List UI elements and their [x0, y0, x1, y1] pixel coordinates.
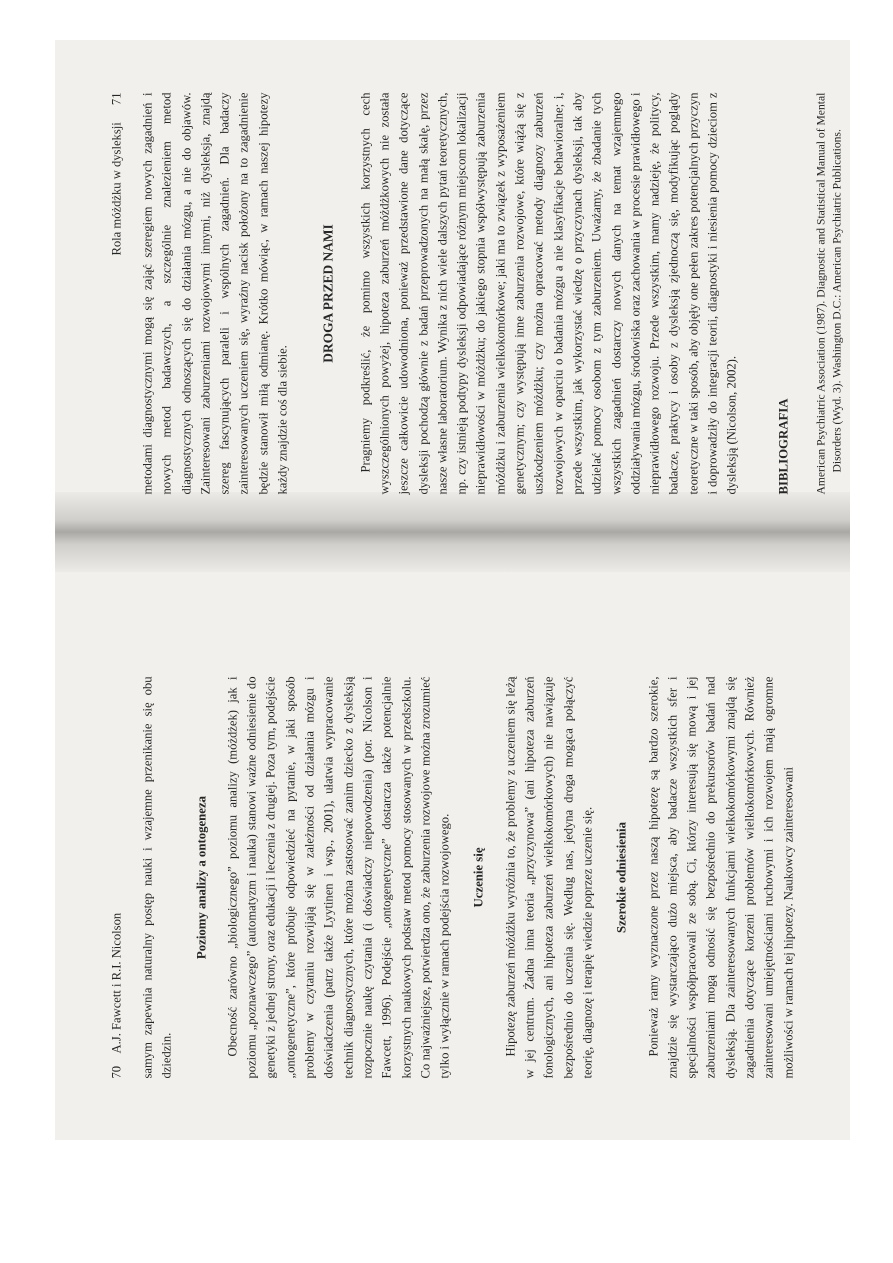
left-running-head: [107, 677, 126, 1079]
left-section3-paragraph: Ponieważ ramy wyznaczone przez naszą hipotezę są bardzo szerokie, znajdzie się wystarczająco dużo miejsca, aby badacze wszystkich sfer i specjalności współpracowali ze sobą. Ci, którzy interesują się mową i jej zaburzeniami mogą odnosić się bezpośrednio do prekursorów badań nad dysleksją. Dla zainteresowanych funkcjami wielkokomórkowymi znajdą się zagadnienia dotyczące korzeni problemów wielkokomórkowych. Również zainteresowani umiejętnościami ruchowymi i ich rozwojem mają ogromne możliwości w ramach tej hipotezy. Naukowcy zainteresowani: [645, 676, 795, 1079]
right-page-number: 71: [109, 92, 123, 106]
left-section2-paragraph: Hipotezę zaburzeń móżdżku wyróżnia to, że problemy z uczeniem się leżą w jej centrum. Żadna inna teoria „przyczynowa” (ani hipoteza zaburzeń fonologicznych, ani hipoteza zaburzeń wielkokomórkowych) nie nawiązuje bezpośrednio do uczenia się. Według nas, jedyna droga mogąca połączyć teorię, diagnozę i terapię wiedzie poprzez uczenie się.: [502, 676, 594, 1079]
rotated-spread: [55, 41, 850, 1141]
scanned-book-spread: [55, 40, 850, 1140]
left-section1-paragraph: Obecność zarówno „biologicznego” poziomu analizy (móżdżek) jak i poziomu „poznawczego” (automatyzm i nauka) stanowi ważne odniesienie do genetyki z jednej strony, oraz edukacji i leczenia z drugiej. Poza tym, podejście „ontogenetyczne”, które próbuje odpowiedzieć na pytanie, w jaki sposób problemy w czytaniu rozwijają się w zależności od działania mózgu i doświadczenia (patrz także Lyytinen i wsp., 2001), ułatwia wypracowanie technik diagnostycznych, które można zastosować zanim dziecko z dysleksją rozpocznie naukę czytania (i doświadczy niepowodzenia) (por. Nicolson i Fawcett, 1996). Podejście „ontogenetyczne” dostarcza także potencjalnie korzystnych naukowych podstaw metod pomocy stosowanych w przedszkolu. Co najważniejsze, potwierdza ono, że zaburzenia rozwojowe można zrozumieć tylko i wyłącznie w ramach podejścia rozwojowego.: [224, 676, 452, 1079]
left-opening-paragraph: samym zapewnia naturalny postęp nauki i wzajemne przenikanie się obu dziedzin.: [140, 676, 174, 1079]
right-page: [55, 49, 850, 549]
left-section2-heading: Uczenie się: [471, 847, 486, 908]
right-running-head-text: Rola móżdżku w dysleksji: [109, 122, 123, 256]
right-section-heading: DROGA PRZED NAMI: [320, 224, 336, 363]
right-section-paragraph: Pragniemy podkreślić, że pomimo wszystkich korzystnych cech wyszczególnionych powyżej, hipoteza zaburzeń móżdżkowych nie została jeszcze całkowicie udowodniona, ponieważ przedstawione dane dotyczące dysleksji pochodzą głównie z badań przeprowadzonych na małą skalę, przez nasze własne laboratorium. Wynika z nich wiele dalszych pytań teoretycznych, np. czy istnieją podtypy dysleksji odpowiadające różnym miejscom lokalizacji nieprawidłowości w móżdżku; do jakiego stopnia współwystępują zaburzenia móżdżku i zaburzenia wielkokomórkowe; jaki ma to związek z wyposażeniem genetycznym; czy występują inne zaburzenia rozwojowe, które wiążą się z uszkodzeniem móżdżku; czy można opracować metody diagnozy zaburzeń rozwojowych w oparciu o badania mózgu a nie klasyfikacje behawioralne; i, przede wszystkim, jak wykorzystać wiedzę o przyczynach dysleksji, tak aby udzielać pomocy osobom z tym zaburzeniem. Uważamy, że zbadanie tych wszystkich zagadnień dostarczy nowych danych na temat wzajemnego oddziaływania mózgu, środowiska oraz zachowania w procesie prawidłowego i nieprawidłowego rozwoju. Przede wszystkim, mamy nadzieję, że politycy, badacze, praktycy i osoby z dysleksją zjednoczą się, modyfikując poglądy teoretyczne w taki sposób, aby objęły one pełen zakres potencjalnych przyczyn i doprowadziły do integracji teorii, diagnostyki i niesienia pomocy dzieciom z dysleksją (Nicolson, 2002).: [357, 92, 739, 495]
left-page: [55, 633, 850, 1133]
left-section3-heading: Szerokie odniesienia: [614, 821, 629, 934]
left-page-number: 70: [109, 1065, 123, 1079]
left-section1-heading: Poziomy analizy a ontogeneza: [193, 795, 208, 960]
bibliography-entry: American Psychiatric Association (1987). Diagnostic and Statistical Manual of Mental Disorders (Wyd. 3). Washington D.C.: American Psychiatric Publications.: [813, 92, 843, 495]
left-running-head-text: A.J. Fawcett i R.I. Nicolson: [109, 912, 123, 1054]
bibliography-heading: BIBLIOGRAFIA: [775, 398, 790, 495]
right-opening-paragraph: metodami diagnostycznymi mogą się zająć szeregiem nowych zagadnień i nowych metod badawczych, a szczególnie znalezieniem metod diagnostycznych odnoszących się do działania mózgu, a nie do objawów. Zainteresowani zaburzeniami rozwojowymi innymi, niż dysleksja, znajdą szereg fascynujących paraleli i wspólnych zagadnień. Dla badaczy zainteresowanych uczeniem się, wyraźny nacisk położony na to zagadnienie będzie stanowił miłą odmianę. Krótko mówiąc, w ramach naszej hipotezy każdy znajdzie coś dla siebie.: [140, 92, 290, 495]
right-running-head: [107, 93, 126, 495]
